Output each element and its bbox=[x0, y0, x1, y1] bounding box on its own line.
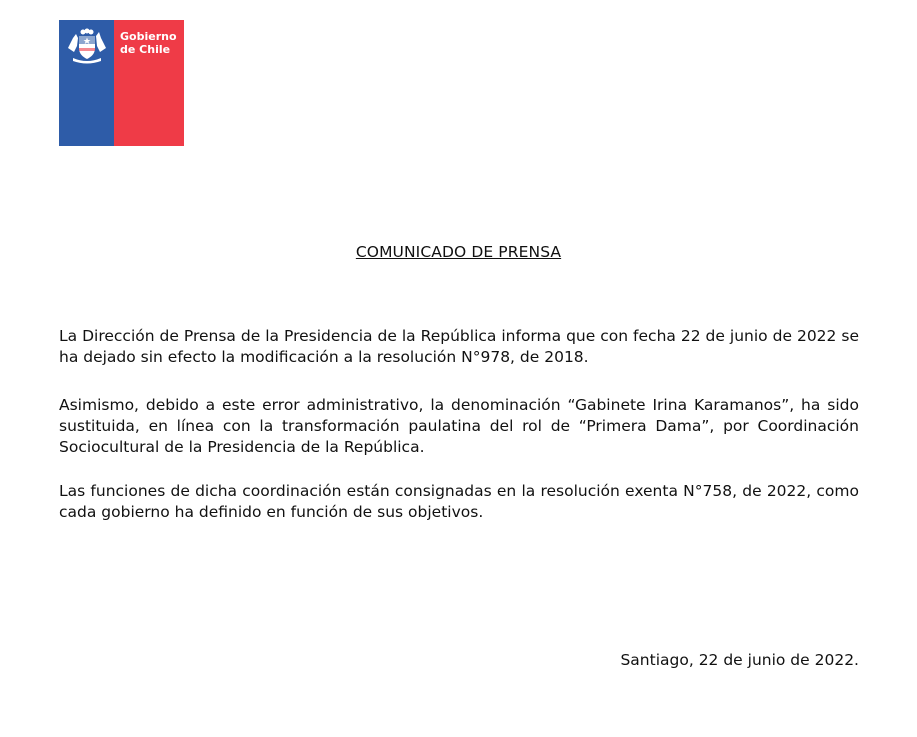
logo-red-panel bbox=[114, 20, 184, 146]
chile-coat-of-arms-icon bbox=[65, 26, 109, 64]
logo-blue-panel bbox=[59, 20, 114, 146]
press-release-title: COMUNICADO DE PRENSA bbox=[355, 243, 562, 261]
logo-text: Gobierno de Chile bbox=[120, 30, 177, 56]
gobierno-de-chile-logo bbox=[59, 20, 184, 146]
place-date-signature: Santiago, 22 de junio de 2022. bbox=[620, 651, 859, 669]
paragraph-3: Las funciones de dicha coordinación están consignadas en la resolución exenta N°758, de 2022, como cada gobierno ha definido en función de sus objetivos. bbox=[59, 482, 859, 521]
paragraph-2: Asimismo, debido a este error administrativo, la denominación “Gabinete Irina Karamanos”, ha sido sustituida, en línea con la transformación paulatina del rol de “Primera Dama”, por Coordinación Sociocultural de la Presidencia de la República. bbox=[59, 396, 859, 456]
paragraph-1: La Dirección de Prensa de la Presidencia de la República informa que con fecha 22 de junio de 2022 se ha dejado sin efecto la modificación a la resolución N°978, de 2018. bbox=[59, 327, 859, 366]
